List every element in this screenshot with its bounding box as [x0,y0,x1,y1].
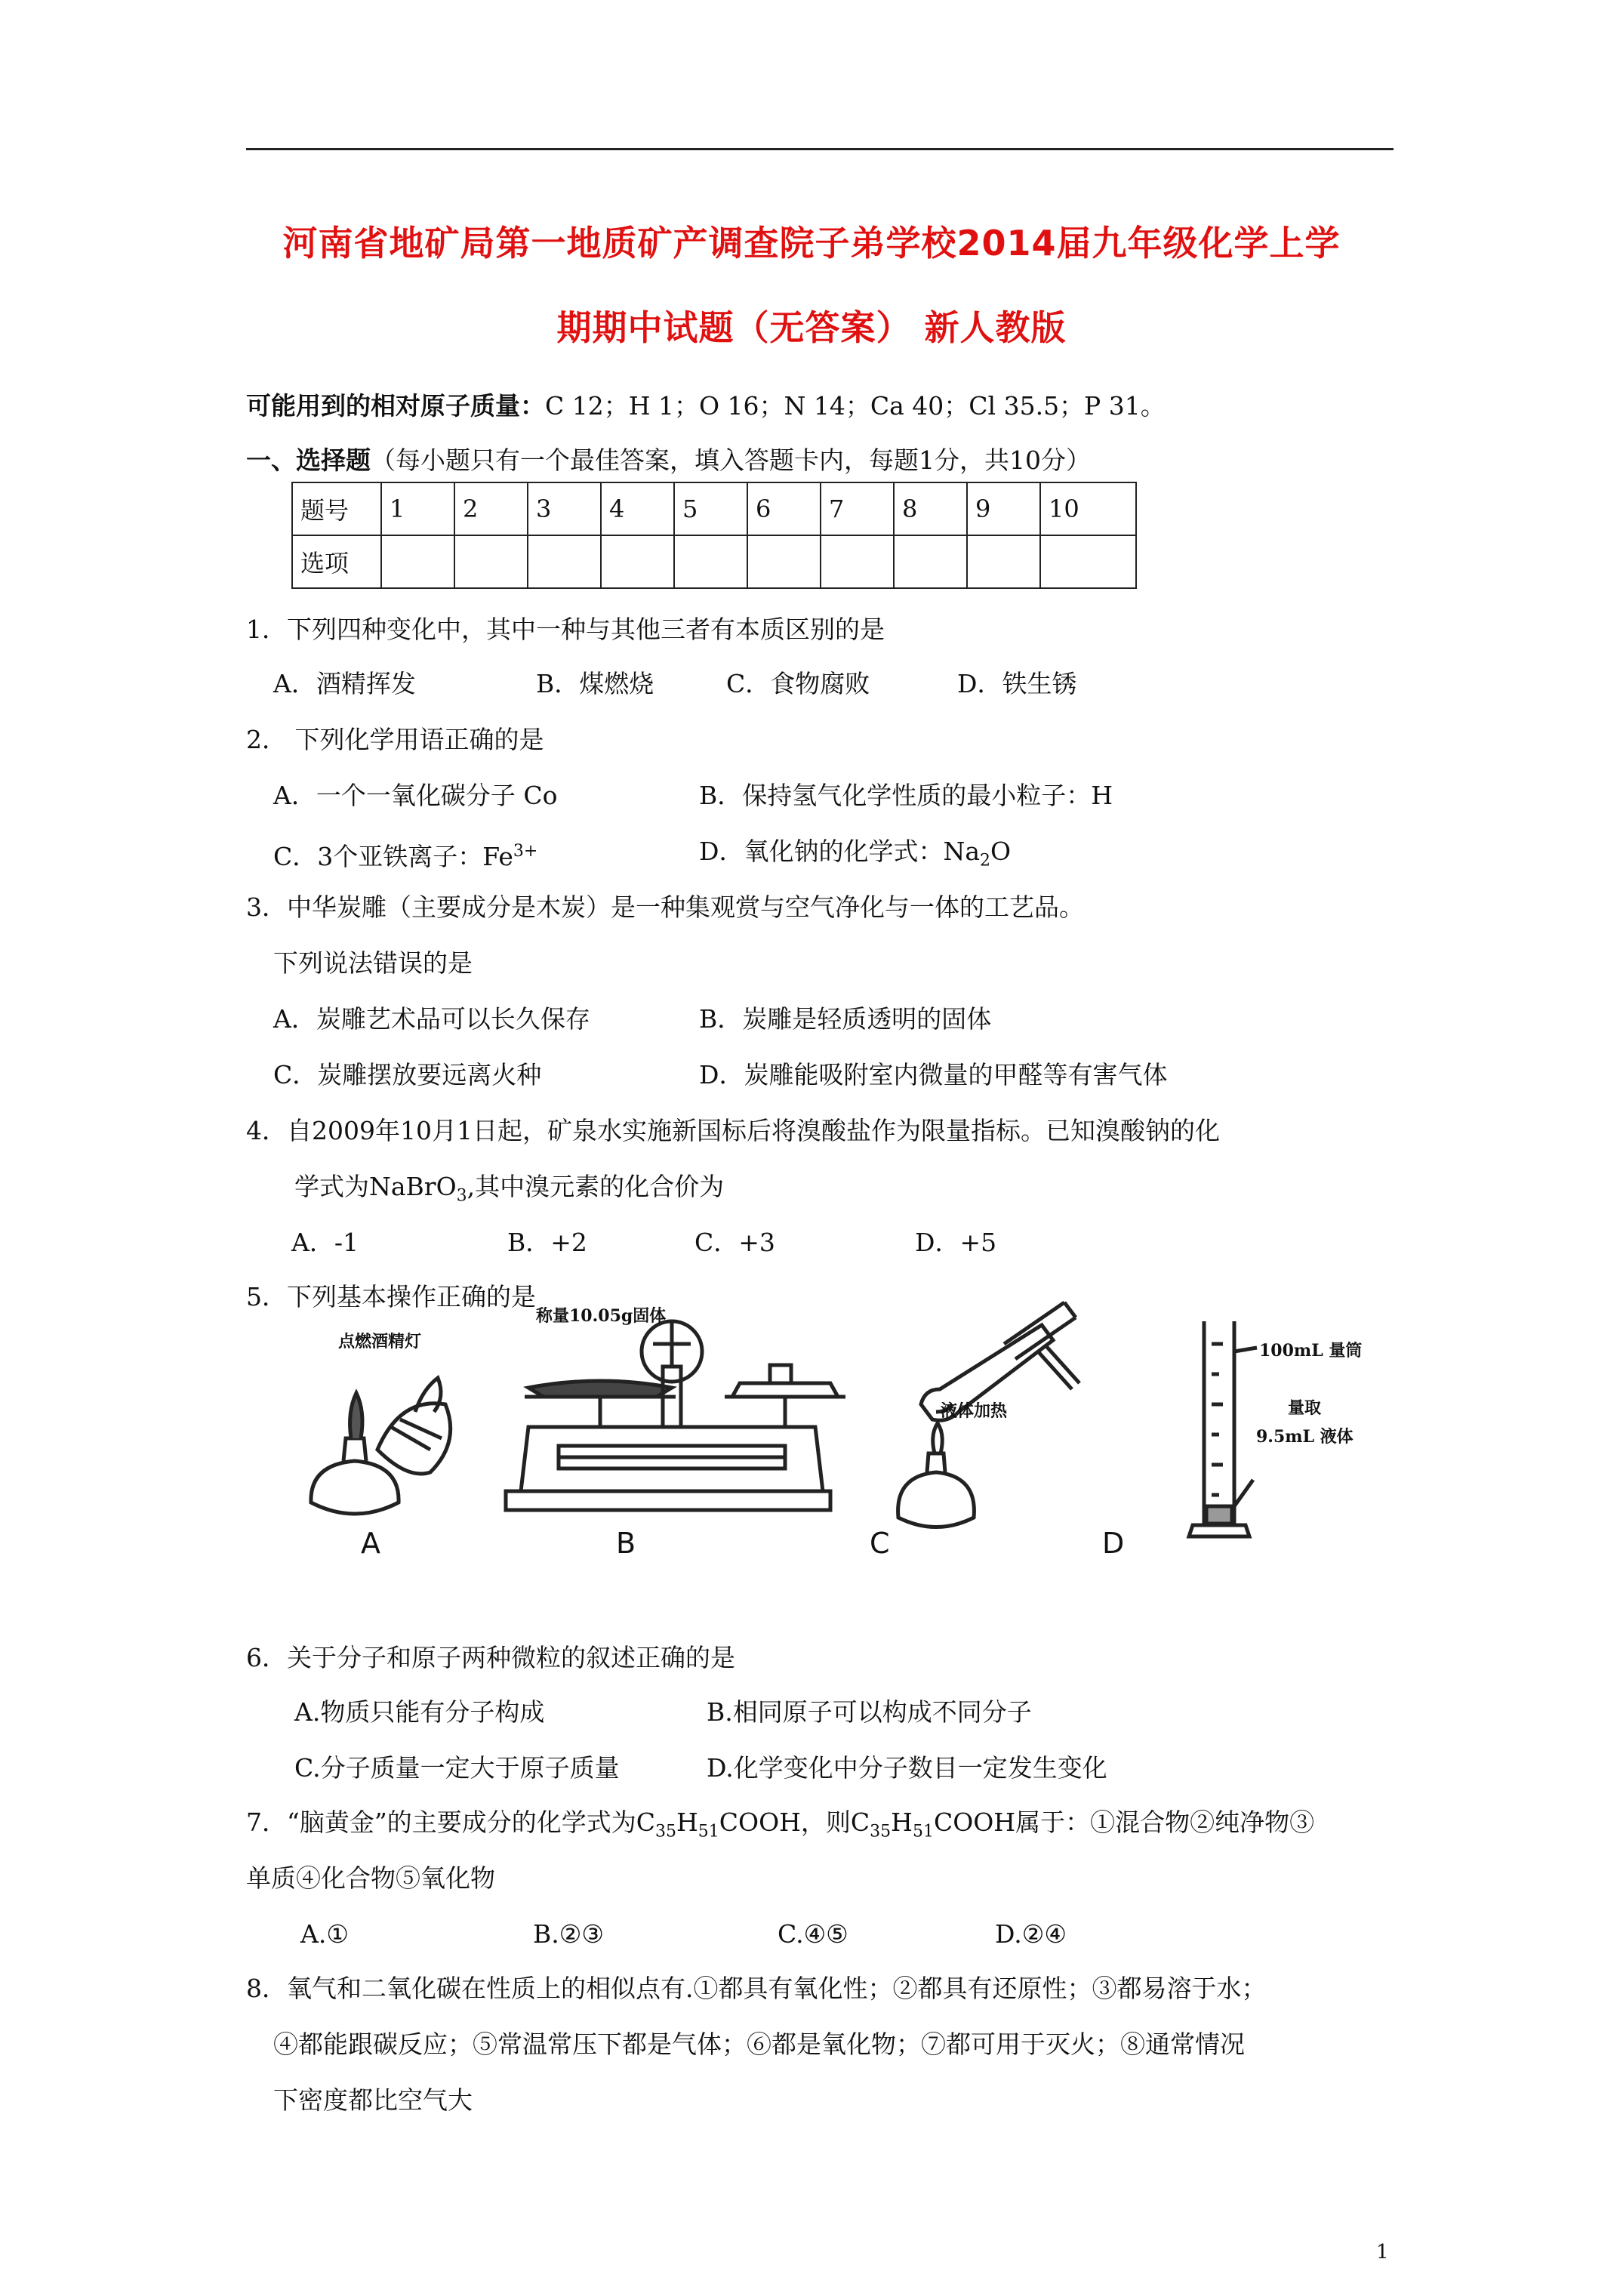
q7-stem-part: COOH，则C [719,1808,870,1837]
q5-stem: 5．下列基本操作正确的是 [246,1282,536,1311]
answer-table-number: 2 [454,482,528,535]
q4-stem: 4．自2009年10月1日起，矿泉水实施新国标后将溴酸盐作为限量指标。已知溴酸钠的化 [246,1116,1220,1145]
answer-cell[interactable] [747,535,821,588]
q4-stem2 [294,1170,724,1213]
answer-table-number: 3 [528,482,601,535]
q4-option-a: A．-1 [291,1228,359,1257]
answer-table-number-row [292,482,1136,535]
q3-option-a: A．炭雕艺术品可以长久保存 [273,1004,590,1034]
fig-a-label: 点燃酒精灯 [338,1332,422,1351]
q2-option-b: B．保持氢气化学性质的最小粒子：H [699,781,1113,810]
fig-letter-a: A [361,1527,380,1560]
q3-option-b: B．炭雕是轻质透明的固体 [699,1004,992,1034]
answer-cell[interactable] [894,535,967,588]
fig-c-label: 液体加热 [941,1401,1008,1421]
q8-line2: ④都能跟碳反应；⑤常温常压下都是气体；⑥都是氧化物；⑦都可用于灭火；⑧通常情况 [273,2029,1245,2059]
q4-option-d: D．+5 [915,1228,997,1257]
atomic-mass-values: C 12；H 1；O 16；N 14；Ca 40；Cl 35.5；P 31。 [545,391,1166,421]
section1-instruction: （每小题只有一个最佳答案，填入答题卡内，每题1分，共10分） [371,445,1091,475]
q7-option-c: C.④⑤ [778,1919,848,1949]
answer-table-option-row [292,535,1136,588]
q2-stem: 2． 下列化学用语正确的是 [246,725,544,754]
q2-option-c-text: C．3个亚铁离子：Fe [273,842,513,871]
q7-stem [246,1806,1314,1849]
q2-option-d-text: D．氧化钠的化学式：Na [699,837,981,866]
answer-table-number: 1 [381,482,454,535]
answer-cell[interactable] [601,535,674,588]
balance-icon [506,1321,845,1510]
page-title-line2: 期期中试题（无答案） 新人教版 [556,307,1067,348]
q4-stem2-a: 学式为NaBrO [294,1172,457,1201]
section1-heading: 一、选择题 [246,445,371,475]
q3-stem2: 下列说法错误的是 [273,948,473,978]
page-title-line1: 河南省地矿局第一地质矿产调查院子弟学校2014届九年级化学上学 [282,223,1341,264]
answer-cell[interactable] [821,535,894,588]
q7-stem-part: COOH属于：①混合物②纯净物③ [933,1808,1315,1837]
q2-option-d-end: O [990,837,1012,866]
header-rule [246,148,1394,150]
q7-option-b: B.②③ [533,1919,604,1949]
q7-stem-part: 7．“脑黄金”的主要成分的化学式为C [246,1808,655,1837]
q2-option-d-subscript: 2 [980,851,991,871]
q8-line1: 8．氧气和二氧化碳在性质上的相似点有.①都具有氧化性；②都具有还原性；③都易溶于水； [246,1974,1267,2003]
q7-stem2: 单质④化合物⑤氧化物 [246,1863,495,1893]
q7-option-a: A.① [300,1919,349,1949]
page-number: 1 [1376,2241,1389,2264]
graduated-cylinder-icon [1189,1321,1257,1536]
q7-subscript: 51 [698,1822,719,1841]
q6-option-d: D.化学变化中分子数目一定发生变化 [707,1753,1107,1783]
answer-table-number: 4 [601,482,674,535]
q1-option-b: B．煤燃烧 [536,669,654,698]
q2-option-d [699,835,1011,878]
answer-cell[interactable] [967,535,1040,588]
q7-subscript: 35 [870,1822,892,1841]
answer-table-number: 8 [894,482,967,535]
q7-stem-part: H [676,1808,698,1837]
lab-operations-figure [302,1299,1419,1570]
answer-table [291,482,1137,589]
q2-option-a: A．一个一氧化碳分子 Co [273,781,558,810]
answer-table-header-option: 选项 [292,535,381,588]
fig-letter-b: B [616,1527,636,1560]
q3-stem: 3．中华炭雕（主要成分是木炭）是一种集观赏与空气净化与一体的工艺品。 [246,892,1084,922]
answer-cell[interactable] [528,535,601,588]
alcohol-lamp-icon [311,1378,451,1514]
q1-option-c: C．食物腐败 [726,669,870,698]
fig-d-label-1: 100mL 量筒 [1259,1341,1363,1361]
answer-table-number: 7 [821,482,894,535]
q7-stem-part: H [891,1808,913,1837]
answer-cell[interactable] [674,535,747,588]
fig-b-label: 称量10.05g固体 [536,1306,667,1326]
section1-heading-line [246,444,1091,477]
q7-option-d: D.②④ [995,1919,1067,1949]
answer-table-number: 9 [967,482,1040,535]
q3-option-d: D．炭雕能吸附室内微量的甲醛等有害气体 [699,1060,1168,1089]
fig-letter-c: C [870,1527,890,1560]
q6-option-c: C.分子质量一定大于原子质量 [294,1753,620,1783]
q6-option-a: A.物质只能有分子构成 [294,1697,545,1727]
fig-d-label-3: 9.5mL 液体 [1256,1427,1354,1447]
q1-option-d: D．铁生锈 [957,669,1077,698]
answer-cell[interactable] [381,535,454,588]
fig-d-label-2: 量取 [1288,1398,1322,1418]
fig-letter-d: D [1102,1527,1125,1560]
q4-stem2-subscript: 3 [456,1186,467,1206]
answer-cell[interactable] [1040,535,1136,588]
q6-stem: 6．关于分子和原子两种微粒的叙述正确的是 [246,1643,735,1672]
q4-option-b: B．+2 [507,1228,587,1257]
answer-cell[interactable] [454,535,528,588]
q4-option-c: C．+3 [694,1228,775,1257]
atomic-mass-label: 可能用到的相对原子质量： [246,391,545,421]
q8-line3: 下密度都比空气大 [273,2085,473,2115]
q2-option-c-charge: 3+ [513,842,538,861]
answer-table-header-number: 题号 [292,482,381,535]
answer-table-number: 5 [674,482,747,535]
answer-table-number: 10 [1040,482,1136,535]
atomic-mass-line [246,390,1166,423]
q6-option-b: B.相同原子可以构成不同分子 [707,1697,1032,1727]
q7-subscript: 51 [912,1822,934,1841]
q2-option-c [273,835,537,874]
q3-option-c: C．炭雕摆放要远离火种 [273,1060,542,1089]
q1-option-a: A．酒精挥发 [273,669,416,698]
q7-subscript: 35 [655,1822,676,1841]
q1-stem: 1．下列四种变化中，其中一种与其他三者有本质区别的是 [246,615,885,644]
answer-table-number: 6 [747,482,821,535]
q4-stem2-b: ,其中溴元素的化合价为 [467,1172,725,1201]
